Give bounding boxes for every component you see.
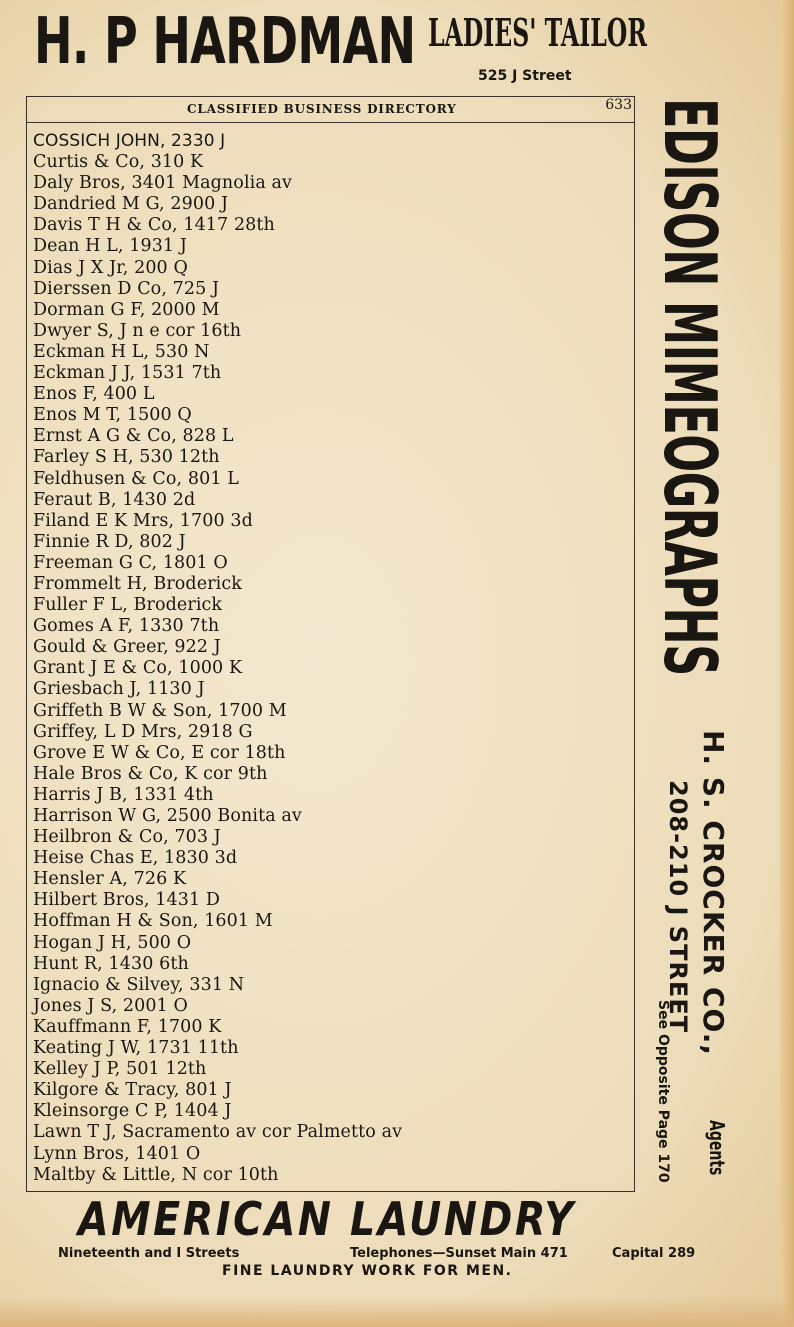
directory-entry: Feraut B, 1430 2d (33, 489, 196, 510)
directory-header (27, 97, 634, 123)
page-bottom-edge (0, 1297, 794, 1327)
directory-entry: Hilbert Bros, 1431 D (33, 890, 220, 911)
directory-entry: Heise Chas E, 1830 3d (33, 848, 238, 869)
directory-entry: Enos M T, 1500 Q (33, 405, 192, 426)
directory-entry: COSSICH JOHN, 2330 J (33, 131, 226, 151)
directory-entry: Freeman G C, 1801 O (33, 552, 228, 573)
directory-entry: Griffey, L D Mrs, 2918 G (33, 721, 253, 742)
directory-entry: Filand E K Mrs, 1700 3d (33, 510, 253, 531)
directory-entry: Ernst A G & Co, 828 L (33, 426, 234, 447)
directory-entry: Dwyer S, J n e cor 16th (33, 320, 242, 341)
directory-entry: Harris J B, 1331 4th (33, 784, 214, 805)
directory-entry: Kleinsorge C P, 1404 J (33, 1101, 232, 1122)
directory-entry: Lawn T J, Sacramento av cor Palmetto av (33, 1122, 403, 1143)
directory-entry: Dierssen D Co, 725 J (33, 278, 220, 299)
hardman-advertisement (30, 5, 690, 96)
directory-listing (33, 131, 623, 1186)
directory-entry: Curtis & Co, 310 K (33, 152, 204, 173)
directory-entry: Fuller F L, Broderick (33, 595, 223, 616)
directory-entry: Gomes A F, 1330 7th (33, 616, 220, 637)
directory-entry: Kilgore & Tracy, 801 J (33, 1080, 232, 1101)
directory-entry: Feldhusen & Co, 801 L (33, 468, 239, 489)
directory-entry: Gould & Greer, 922 J (33, 637, 221, 658)
crocker-see-reference: See Opposite Page 170 (655, 1000, 671, 1183)
directory-entry: Enos F, 400 L (33, 384, 155, 405)
directory-entry: Davis T H & Co, 1417 28th (33, 215, 275, 236)
directory-entry: Hunt R, 1430 6th (33, 953, 189, 974)
directory-entry: Grove E W & Co, E cor 18th (33, 742, 286, 763)
directory-entry: Griesbach J, 1130 J (33, 679, 205, 700)
directory-entry: Hogan J H, 500 O (33, 932, 192, 953)
hardman-address: 525 J Street (478, 68, 572, 84)
directory-entry: Finnie R D, 802 J (33, 531, 186, 552)
directory-entry: Kelley J P, 501 12th (33, 1059, 207, 1080)
laundry-tagline: FINE LAUNDRY WORK FOR MEN. (222, 1263, 513, 1279)
directory-entry: Hale Bros & Co, K cor 9th (33, 763, 268, 784)
crocker-address: 208-210 J STREET (664, 780, 692, 1034)
directory-entry: Dandried M G, 2900 J (33, 194, 229, 215)
page-number: 633 (605, 97, 632, 113)
edison-text: EDISON MIMEOGRAPHS (648, 98, 732, 676)
directory-entry: Maltby & Little, N cor 10th (33, 1164, 279, 1185)
laundry-capital: Capital 289 (612, 1246, 696, 1261)
directory-entry: Harrison W G, 2500 Bonita av (33, 806, 302, 826)
hardman-name: H. P HARDMAN (34, 5, 416, 79)
directory-entry: Hoffman H & Son, 1601 M (33, 911, 273, 932)
directory-entry: Farley S H, 530 12th (33, 447, 220, 468)
laundry-location: Nineteenth and I Streets (58, 1246, 240, 1261)
directory-entry: Frommelt H, Broderick (33, 573, 242, 594)
directory-entry: Grant J E & Co, 1000 K (33, 658, 243, 679)
directory-title: CLASSIFIED BUSINESS DIRECTORY (187, 102, 457, 116)
directory-entry: Griffeth B W & Son, 1700 M (33, 700, 287, 721)
hardman-trade: LADIES' TAILOR (428, 10, 647, 55)
directory-entry: Jones J S, 2001 O (33, 995, 188, 1016)
directory-entry: Hensler A, 726 K (33, 869, 187, 890)
laundry-name: AMERICAN LAUNDRY (78, 1192, 576, 1246)
directory-box (26, 96, 635, 1192)
crocker-agents-text: Agents (705, 1120, 729, 1176)
directory-entry: Heilbron & Co, 703 J (33, 827, 221, 848)
crocker-name: H. S. CROCKER CO., (697, 730, 730, 1056)
directory-entry: Ignacio & Silvey, 331 N (33, 974, 245, 995)
directory-entry: Dorman G F, 2000 M (33, 299, 220, 320)
directory-entry: Dean H L, 1931 J (33, 236, 187, 257)
laundry-telephones: Telephones—Sunset Main 471 (350, 1246, 568, 1261)
directory-entry: Daly Bros, 3401 Magnolia av (33, 173, 293, 194)
directory-entry: Lynn Bros, 1401 O (33, 1143, 201, 1164)
page-edge (780, 0, 794, 1327)
crocker-agents (707, 1120, 727, 1199)
directory-entry: Kauffmann F, 1700 K (33, 1016, 222, 1037)
directory-entry: Eckman J J, 1531 7th (33, 363, 222, 384)
directory-entry: Keating J W, 1731 11th (33, 1038, 239, 1059)
directory-entry: Dias J X Jr, 200 Q (33, 257, 188, 278)
directory-entry: Eckman H L, 530 N (33, 341, 210, 362)
